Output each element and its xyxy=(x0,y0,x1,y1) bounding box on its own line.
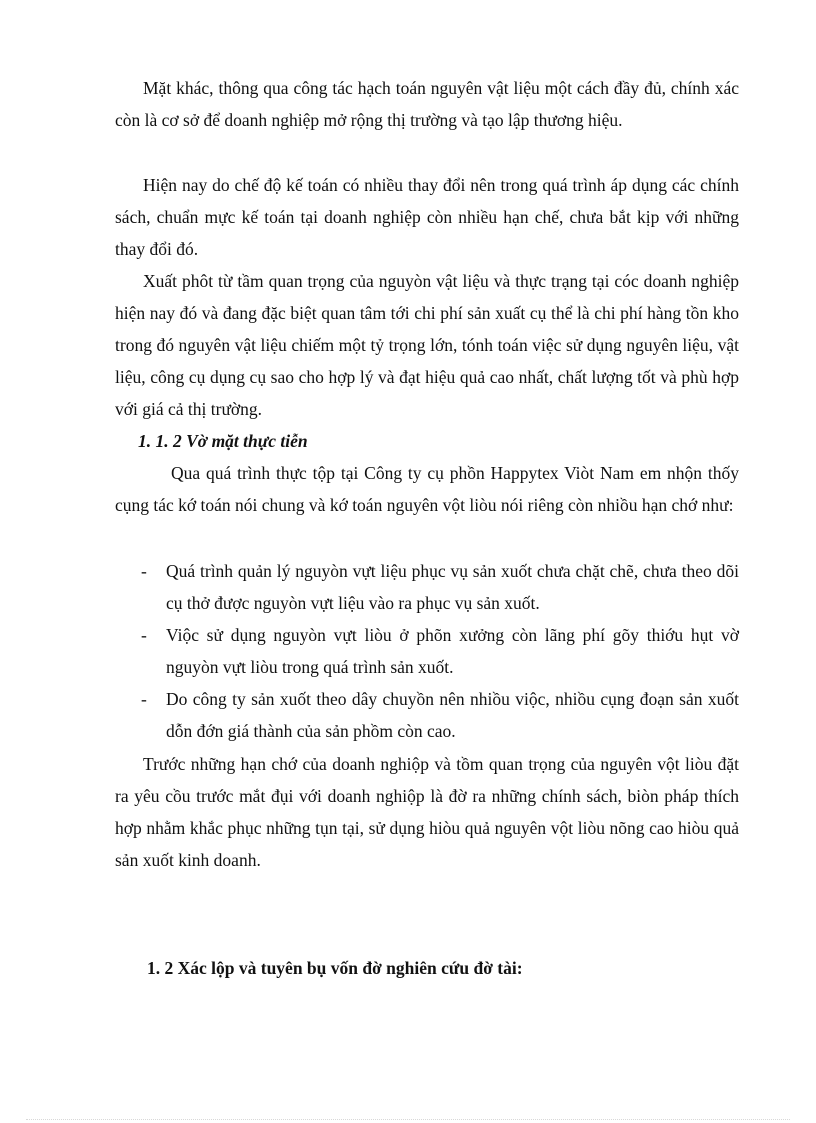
paragraph-importance: Xuất phôt từ tầm quan trọng của nguyòn vật liệu và thực trạng tại cóc doanh nghiệp hiện nay đó và đang đặc biệt quan tâm tới chi phí sản xuất cụ thể là chi phí hàng tồn kho trong đó nguyên vật liệu chiếm một tỷ trọng lớn, tónh toán việc sử dụng nguyên liệu, vật liệu, công cụ dụng cụ sao cho hợp lý và đạt hiệu quả cao nhất, chất lượng tốt và phù hợp với giá cả thị trường. xyxy=(115,271,739,419)
paragraph-marketing-benefit: Mặt khác, thông qua công tác hạch toán nguyên vật liệu một cách đầy đủ, chính xác còn là cơ sở để doanh nghiệp mở rộng thị trường và tạo lập thương hiệu. xyxy=(115,78,739,130)
bullet-dash: - xyxy=(141,561,147,581)
page-bottom-divider xyxy=(26,1119,790,1120)
bullet-dash: - xyxy=(141,625,147,645)
bullet-item xyxy=(115,555,739,619)
subsection-heading: 1. 1. 2 Vờ mặt thực tiễn xyxy=(138,431,308,451)
paragraph-internship: Qua quá trình thực tộp tại Công ty cụ phồn Happytex Viòt Nam em nhộn thốy cụng tác kớ toán nói chung và kớ toán nguyên vột liòu nói riêng còn nhiồu hạn chớ như: xyxy=(115,463,739,515)
paragraph-conclusion: Trước những hạn chớ của doanh nghiộp và tồm quan trọng của nguyên vột liòu đặt ra yêu cồu trước mắt đụi với doanh nghiộp là đờ ra những chính sách, biòn pháp thích hợp nhằm khắc phục những tụn tại, sử dụng hiòu quả nguyên vột liòu nõng cao hiòu quả sản xuốt kinh doanh. xyxy=(115,754,739,870)
bullet-item xyxy=(115,619,739,683)
section-heading: 1. 2 Xác lộp và tuyên bụ vốn đờ nghiên cứu đờ tài: xyxy=(147,958,523,978)
paragraph-accounting-changes: Hiện nay do chế độ kế toán có nhiều thay đổi nên trong quá trình áp dụng các chính sách, chuẩn mực kế toán tại doanh nghiệp còn nhiều hạn chế, chưa bắt kịp với những thay đổi đó. xyxy=(115,175,739,259)
bullet-text: Do công ty sản xuốt theo dây chuyồn nên nhiồu viộc, nhiồu cụng đoạn sản xuốt dỗn đớn giá thành của sản phồm còn cao. xyxy=(166,689,739,741)
bullet-dash: - xyxy=(141,689,147,709)
bullet-text: Quá trình quản lý nguyòn vựt liệu phục vụ sản xuốt chưa chặt chẽ, chưa theo dõi cụ thở được nguyòn vựt liệu vào ra phục vụ sản xuốt. xyxy=(166,561,739,613)
bullet-item xyxy=(115,683,739,747)
bullet-text: Viộc sử dụng nguyòn vựt liòu ở phõn xưởng còn lãng phí gõy thiớu hụt vờ nguyòn vựt liòu trong quá trình sản xuốt. xyxy=(166,625,739,677)
